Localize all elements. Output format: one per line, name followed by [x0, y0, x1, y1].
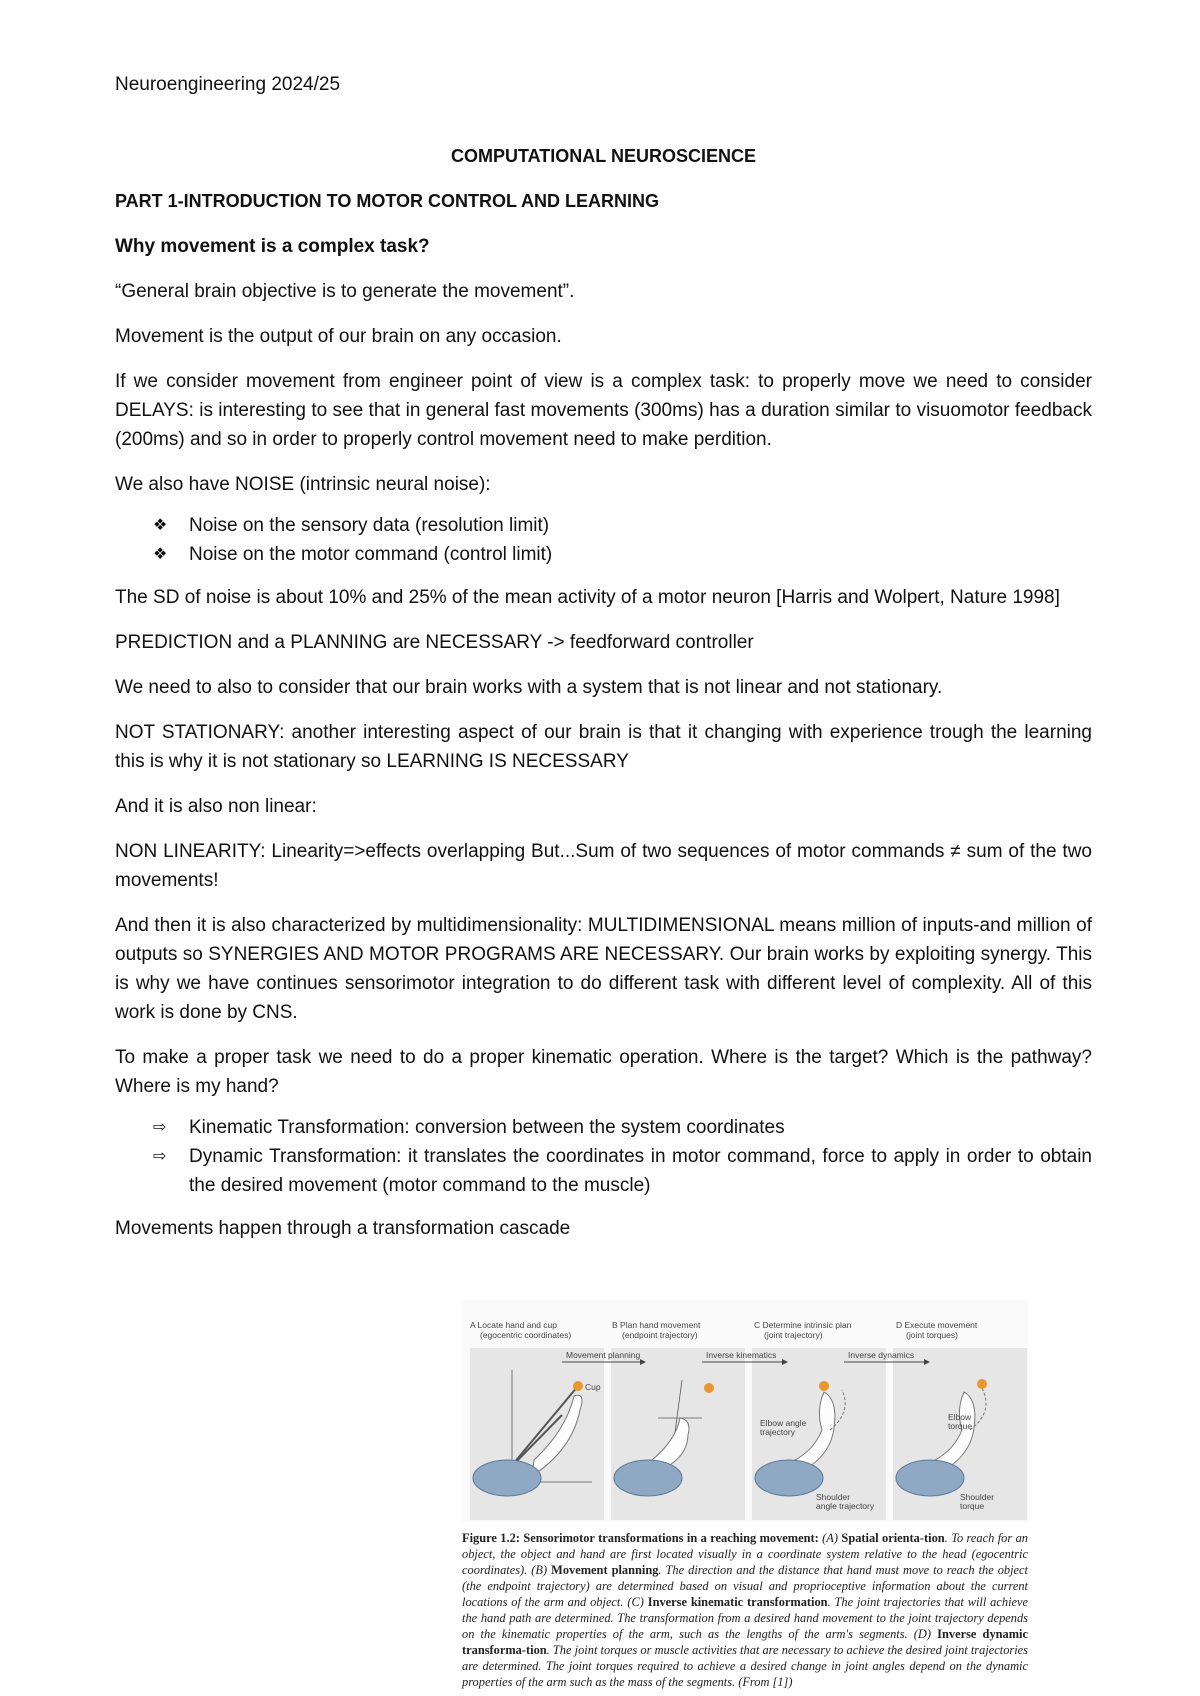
arrow-label-inverse-kinematics: Inverse kinematics: [706, 1350, 777, 1360]
caption-d-text: . The joint torques or muscle activities that are necessary to achieve the desired joint trajectories are determined. The joint torques required to achieve a desired change in joint angles depend on the dynamic properties of the arm such as the mass of the segments. (From [1]): [462, 1643, 1028, 1689]
panel-d-title: D Execute movement: [896, 1320, 978, 1330]
paragraph-3: If we consider movement from engineer point of view is a complex task: to properly move we need to consider DELAYS: is interesting to see that in general fast movements (300ms) has a duration similar to visuomotor feedback (200ms) and so in order to properly control movement need to make perdition.: [115, 371, 1092, 450]
list-item-text: Noise on the sensory data (resolution limit): [189, 515, 550, 536]
head-icon: [473, 1460, 541, 1496]
list-item: [153, 511, 1092, 540]
panel-c-subtitle: (joint trajectory): [764, 1330, 823, 1340]
arrow-label-inverse-dynamics: Inverse dynamics: [848, 1350, 915, 1360]
part-heading: PART 1-INTRODUCTION TO MOTOR CONTROL AND LEARNING: [115, 191, 659, 211]
panel-c-title: C Determine intrinsic plan: [754, 1320, 852, 1330]
paragraph-1: “General brain objective is to generate the movement”.: [115, 281, 575, 302]
caption-a-label: (A): [822, 1531, 842, 1545]
cup-label: Cup: [585, 1382, 601, 1392]
paragraph-5: The SD of noise is about 10% and 25% of the mean activity of a motor neuron [Harris and Wolpert, Nature 1998]: [115, 587, 1060, 608]
list-item: [153, 1113, 1092, 1142]
caption-d-label: (D): [913, 1627, 938, 1641]
cup-icon: [704, 1383, 714, 1393]
panel-a-subtitle: (egocentric coordinates): [480, 1330, 572, 1340]
caption-c-text: . The joint trajectories that will achieve the hand path are determined. The transformation from a desired hand movement to the joint trajectory depends on the kinematic properties of the arm, such as the lengths of the arm's segments.: [462, 1595, 1029, 1641]
sensorimotor-diagram: [462, 1300, 1028, 1522]
elbow-torque-label: Elbow: [948, 1412, 972, 1422]
caption-b-bold: Movement planning: [551, 1563, 659, 1577]
course-header: Neuroengineering 2024/25: [115, 74, 341, 95]
paragraph-10: NON LINEARITY: Linearity=>effects overlapping But...Sum of two sequences of motor commands ≠ sum of the two movements!: [115, 841, 1092, 891]
cup-icon: [977, 1379, 987, 1389]
paragraph-8: NOT STATIONARY: another interesting aspect of our brain is that it changing with experience trough the learning this is why it is not stationary so LEARNING IS NECESSARY: [115, 722, 1092, 772]
head-icon: [755, 1460, 823, 1496]
shoulder-torque-label: Shoulder: [960, 1492, 995, 1502]
paragraph-9: And it is also non linear:: [115, 796, 317, 817]
arrow-bullet-icon: ⇨: [153, 1148, 167, 1165]
cup-icon: [573, 1381, 583, 1391]
arrow-bullet-icon: ⇨: [153, 1119, 167, 1136]
head-icon: [614, 1460, 682, 1496]
document-body: [115, 142, 1092, 1259]
caption-label: Figure 1.2:: [462, 1531, 520, 1545]
shoulder-angle-label-2: angle trajectory: [816, 1501, 875, 1511]
list-item: [153, 1142, 1092, 1200]
diamond-bullet-icon: ❖: [153, 517, 168, 534]
paragraph-7: We need to also to consider that our brain works with a system that is not linear and not stationary.: [115, 677, 943, 698]
figure-1-2: [462, 1300, 1028, 1690]
caption-a-text: . To reach for an object, the object and hand are first located visually in a coordinate system relative to the head (egocentric coordinates).: [462, 1531, 1029, 1577]
caption-b-label: (B): [531, 1563, 552, 1577]
head-icon: [896, 1460, 964, 1496]
paragraph-6: PREDICTION and a PLANNING are NECESSARY -> feedforward controller: [115, 632, 754, 653]
cup-icon: [819, 1381, 829, 1391]
noise-list: [153, 511, 1092, 569]
list-item-text: Kinematic Transformation: conversion between the system coordinates: [189, 1117, 785, 1138]
list-item: [153, 540, 1092, 569]
diamond-bullet-icon: ❖: [153, 546, 168, 563]
transformation-list: [153, 1113, 1092, 1200]
caption-b-text: . The direction and the distance that hand must move to reach the object (the endpoint trajectory) are determined based on visual and proprioceptive information about the current locations of the arm and object.: [462, 1563, 1028, 1609]
paragraph-11: And then it is also characterized by multidimensionality: MULTIDIMENSIONAL means million of inputs-and million of outputs so SYNERGIES AND MOTOR PROGRAMS ARE NECESSARY. Our brain works by exploiting synergy. This is why we have continues sensorimotor integration to do different task with different level of complexity. All of this work is done by CNS.: [115, 915, 1092, 1023]
section-question: Why movement is a complex task?: [115, 236, 430, 257]
paragraph-2: Movement is the output of our brain on any occasion.: [115, 326, 562, 347]
paragraph-4: We also have NOISE (intrinsic neural noise):: [115, 474, 491, 495]
list-item-text: Dynamic Transformation: it translates the coordinates in motor command, force to apply in order to obtain the desired movement (motor command to the muscle): [189, 1146, 1092, 1196]
paragraph-12: To make a proper task we need to do a proper kinematic operation. Where is the target? Which is the pathway? Where is my hand?: [115, 1047, 1092, 1097]
caption-c-bold: Inverse kinematic transformation: [647, 1595, 828, 1609]
shoulder-angle-label: Shoulder: [816, 1492, 851, 1502]
sensorimotor-figure-image: [462, 1300, 1028, 1522]
panel-b-title: B Plan hand movement: [612, 1320, 701, 1330]
elbow-torque-label-2: torque: [948, 1421, 973, 1431]
caption-d-bold: Inverse dynamic transforma-tion: [462, 1627, 1028, 1657]
arrow-label-movement-planning: Movement planning: [566, 1350, 641, 1360]
elbow-angle-label: Elbow angle: [760, 1418, 807, 1428]
figure-caption: [462, 1530, 1028, 1690]
panel-d-subtitle: (joint torques): [906, 1330, 958, 1340]
paragraph-13: Movements happen through a transformation cascade: [115, 1218, 571, 1239]
caption-a-bold: Spatial orienta-tion: [841, 1531, 945, 1545]
list-item-text: Noise on the motor command (control limit): [189, 544, 553, 565]
shoulder-torque-label-2: torque: [960, 1501, 985, 1511]
caption-title: Sensorimotor transformations in a reaching movement:: [519, 1531, 823, 1545]
caption-c-label: (C): [627, 1595, 648, 1609]
panel-a-title: A Locate hand and cup: [470, 1320, 557, 1330]
panel-b-subtitle: (endpoint trajectory): [622, 1330, 698, 1340]
document-title: COMPUTATIONAL NEUROSCIENCE: [450, 146, 756, 166]
elbow-angle-label-2: trajectory: [760, 1427, 795, 1437]
